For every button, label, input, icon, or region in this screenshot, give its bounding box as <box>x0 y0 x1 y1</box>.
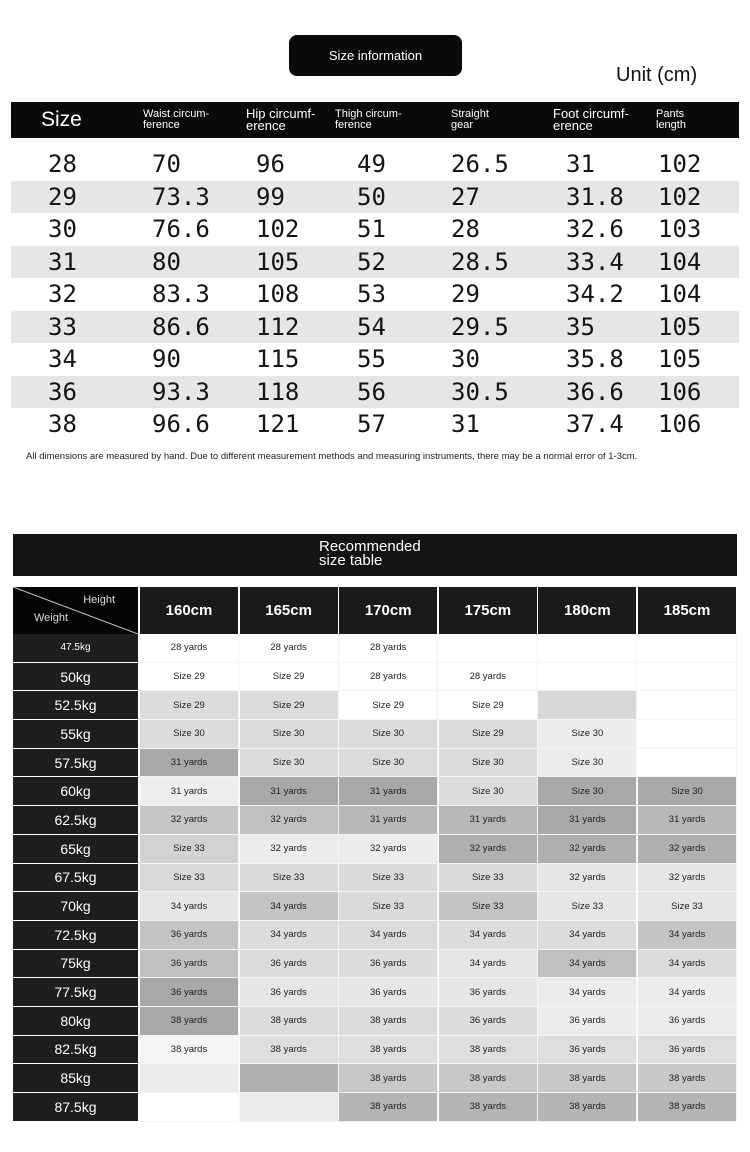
recommended-size-cell: 36 yards <box>439 978 538 1007</box>
col-header-thigh: Thigh circum- ference <box>335 108 402 131</box>
size-table <box>11 102 739 441</box>
size-cell: 115 <box>256 345 300 374</box>
recommended-size-cell: 36 yards <box>240 950 339 979</box>
recommended-row <box>13 1007 738 1036</box>
unit-label: Unit (cm) <box>616 64 698 86</box>
recommended-size-cell: 36 yards <box>638 1007 737 1036</box>
recommended-size-cell: 28 yards <box>339 634 438 663</box>
recommended-size-cell: 34 yards <box>240 892 339 921</box>
recommended-size-cell: 36 yards <box>140 921 239 950</box>
weight-cell: 80kg <box>13 1007 138 1035</box>
height-axis-label: Height <box>83 594 115 606</box>
weight-cell: 87.5kg <box>13 1093 138 1121</box>
size-cell: 105 <box>658 312 702 341</box>
col-header-hip: Hip circumf- erence <box>246 106 316 133</box>
weight-cell: 57.5kg <box>13 749 138 777</box>
recommended-size-cell: Size 30 <box>538 720 637 749</box>
recommended-size-cell: Size 33 <box>439 864 538 893</box>
size-cell: 27 <box>451 182 480 211</box>
recommended-size-cell: Size 33 <box>538 892 637 921</box>
recommended-size-cell <box>240 1093 339 1122</box>
recommended-size-cell: 38 yards <box>240 1036 339 1065</box>
recommended-size-cell: Size 30 <box>339 749 438 778</box>
size-cell: 106 <box>658 410 702 439</box>
recommended-size-cell: Size 29 <box>240 691 339 720</box>
recommended-size-cell: Size 30 <box>140 720 239 749</box>
recommended-size-cell: 32 yards <box>240 835 339 864</box>
size-cell: 56 <box>357 377 386 406</box>
size-cell: 80 <box>152 247 181 276</box>
recommended-size-cell: 28 yards <box>339 663 438 692</box>
size-cell: 93.3 <box>152 377 210 406</box>
recommended-size-cell: 38 yards <box>439 1036 538 1065</box>
height-header-cell: 170cm <box>339 587 437 634</box>
recommended-size-cell: 36 yards <box>638 1036 737 1065</box>
recommended-size-cell: 34 yards <box>240 921 339 950</box>
recommended-size-cell: Size 30 <box>439 749 538 778</box>
size-cell: 26.5 <box>451 150 509 179</box>
col-header-straight-gear: Straight gear <box>451 108 489 131</box>
recommended-size-cell: 38 yards <box>538 1064 637 1093</box>
size-row <box>11 376 739 409</box>
weight-cell: 67.5kg <box>13 864 138 892</box>
size-cell: 32 <box>48 280 77 309</box>
recommended-size-cell <box>638 720 737 749</box>
size-information-label: Size information <box>289 35 462 76</box>
size-cell: 38 <box>48 410 77 439</box>
weight-cell: 65kg <box>13 835 138 863</box>
size-cell: 30.5 <box>451 377 509 406</box>
size-cell: 28 <box>48 150 77 179</box>
recommended-size-cell: 32 yards <box>538 835 637 864</box>
recommended-size-cell: 34 yards <box>538 950 637 979</box>
measurement-note: All dimensions are measured by hand. Due to different measurement methods and measuring instruments, there may be a normal error of 1-3cm. <box>26 451 638 462</box>
weight-cell: 75kg <box>13 950 138 978</box>
size-row <box>11 246 739 279</box>
recommended-size-cell: 32 yards <box>140 806 239 835</box>
size-cell: 28.5 <box>451 247 509 276</box>
recommended-size-cell: 31 yards <box>140 777 239 806</box>
recommended-size-cell <box>240 1064 339 1093</box>
recommended-size-cell: 36 yards <box>240 978 339 1007</box>
recommended-size-cell: Size 33 <box>140 864 239 893</box>
recommended-size-cell: 36 yards <box>439 1007 538 1036</box>
recommended-row <box>13 663 738 692</box>
recommended-size-cell: Size 33 <box>638 892 737 921</box>
recommended-row <box>13 691 738 720</box>
size-cell: 31.8 <box>566 182 624 211</box>
recommended-size-cell: Size 29 <box>439 720 538 749</box>
size-cell: 73.3 <box>152 182 210 211</box>
col-header-foot: Foot circumf- erence <box>553 106 629 133</box>
weight-cell: 85kg <box>13 1064 138 1092</box>
recommended-size-cell: Size 33 <box>339 892 438 921</box>
size-cell: 102 <box>256 215 300 244</box>
recommended-size-cell: 32 yards <box>439 835 538 864</box>
recommended-table-body <box>13 634 738 1122</box>
recommended-row <box>13 1064 738 1093</box>
recommended-size-cell <box>638 634 737 663</box>
col-header-pants-length: Pants length <box>656 108 686 131</box>
recommended-size-cell: Size 33 <box>240 864 339 893</box>
size-cell: 37.4 <box>566 410 624 439</box>
height-weight-corner <box>13 587 138 634</box>
recommended-size-cell <box>140 1064 239 1093</box>
size-cell: 35.8 <box>566 345 624 374</box>
recommended-size-cell: 28 yards <box>240 634 339 663</box>
recommended-size-cell: 34 yards <box>439 921 538 950</box>
height-header-cell: 185cm <box>638 587 736 634</box>
recommended-size-cell: 34 yards <box>638 950 737 979</box>
recommended-size-cell: 34 yards <box>638 921 737 950</box>
size-cell: 105 <box>658 345 702 374</box>
size-cell: 36 <box>48 377 77 406</box>
size-cell: 31 <box>48 247 77 276</box>
recommended-size-cell: 32 yards <box>240 806 339 835</box>
recommended-row <box>13 892 738 921</box>
recommended-row <box>13 1036 738 1065</box>
size-cell: 108 <box>256 280 300 309</box>
size-cell: 83.3 <box>152 280 210 309</box>
recommended-size-cell: 34 yards <box>538 921 637 950</box>
size-cell: 52 <box>357 247 386 276</box>
height-header-cell: 160cm <box>140 587 238 634</box>
recommended-size-cell: 36 yards <box>140 950 239 979</box>
recommended-size-cell: 31 yards <box>240 777 339 806</box>
size-cell: 34.2 <box>566 280 624 309</box>
recommended-size-table <box>13 587 738 1122</box>
size-cell: 34 <box>48 345 77 374</box>
size-cell: 32.6 <box>566 215 624 244</box>
size-cell: 106 <box>658 377 702 406</box>
recommended-size-cell: 28 yards <box>140 634 239 663</box>
height-header-cell: 165cm <box>240 587 338 634</box>
weight-cell: 72.5kg <box>13 921 138 949</box>
size-cell: 31 <box>451 410 480 439</box>
diagonal-divider <box>13 587 138 634</box>
size-cell: 53 <box>357 280 386 309</box>
recommended-size-cell: 32 yards <box>538 864 637 893</box>
size-cell: 105 <box>256 247 300 276</box>
size-cell: 118 <box>256 377 300 406</box>
recommended-table-header <box>13 587 738 634</box>
size-cell: 112 <box>256 312 300 341</box>
size-cell: 90 <box>152 345 181 374</box>
size-row <box>11 343 739 376</box>
size-row <box>11 408 739 441</box>
recommended-size-cell: 38 yards <box>538 1093 637 1122</box>
recommended-size-cell: Size 29 <box>240 663 339 692</box>
recommended-row <box>13 634 738 663</box>
size-cell: 104 <box>658 247 702 276</box>
weight-cell: 52.5kg <box>13 691 138 719</box>
size-row <box>11 278 739 311</box>
size-cell: 102 <box>658 150 702 179</box>
recommended-size-cell: 31 yards <box>140 749 239 778</box>
recommended-size-cell: Size 30 <box>439 777 538 806</box>
recommended-row <box>13 864 738 893</box>
recommended-size-cell: 32 yards <box>339 835 438 864</box>
weight-axis-label: Weight <box>34 612 69 624</box>
size-cell: 57 <box>357 410 386 439</box>
recommended-size-cell: 38 yards <box>339 1093 438 1122</box>
size-cell: 50 <box>357 182 386 211</box>
recommended-size-cell: 36 yards <box>538 1007 637 1036</box>
col-header-waist: Waist circum- ference <box>143 108 210 131</box>
recommended-size-cell: Size 29 <box>140 663 239 692</box>
size-cell: 102 <box>658 182 702 211</box>
recommended-size-cell: 38 yards <box>240 1007 339 1036</box>
recommended-row <box>13 806 738 835</box>
recommended-size-cell <box>638 691 737 720</box>
recommended-size-cell: 34 yards <box>638 978 737 1007</box>
size-cell: 31 <box>566 150 595 179</box>
recommended-size-cell: Size 30 <box>538 777 637 806</box>
size-cell: 103 <box>658 215 702 244</box>
size-cell: 36.6 <box>566 377 624 406</box>
recommended-size-cell: 32 yards <box>638 835 737 864</box>
col-header-size: Size <box>41 108 82 131</box>
size-cell: 96.6 <box>152 410 210 439</box>
size-cell: 55 <box>357 345 386 374</box>
recommended-title-text: Recommended size table <box>319 538 421 569</box>
recommended-size-cell: 31 yards <box>439 806 538 835</box>
recommended-size-cell: 38 yards <box>638 1093 737 1122</box>
recommended-size-title <box>13 534 737 576</box>
size-row <box>11 148 739 181</box>
recommended-size-cell: Size 30 <box>240 720 339 749</box>
recommended-row <box>13 835 738 864</box>
recommended-size-cell: Size 30 <box>339 720 438 749</box>
weight-cell: 62.5kg <box>13 806 138 834</box>
size-cell: 54 <box>357 312 386 341</box>
size-cell: 30 <box>451 345 480 374</box>
weight-cell: 55kg <box>13 720 138 748</box>
recommended-size-cell: 28 yards <box>439 663 538 692</box>
weight-cell: 47.5kg <box>13 634 138 662</box>
recommended-size-cell <box>538 663 637 692</box>
size-table-body <box>11 148 739 441</box>
recommended-size-cell: 36 yards <box>538 1036 637 1065</box>
recommended-size-cell: 32 yards <box>638 864 737 893</box>
recommended-size-cell <box>638 749 737 778</box>
recommended-row <box>13 978 738 1007</box>
size-row <box>11 181 739 214</box>
recommended-row <box>13 777 738 806</box>
size-cell: 35 <box>566 312 595 341</box>
weight-cell: 50kg <box>13 663 138 691</box>
size-cell: 99 <box>256 182 285 211</box>
size-cell: 29 <box>48 182 77 211</box>
recommended-size-cell: 38 yards <box>339 1064 438 1093</box>
recommended-row <box>13 749 738 778</box>
recommended-size-cell: 31 yards <box>538 806 637 835</box>
recommended-row <box>13 921 738 950</box>
recommended-size-cell <box>140 1093 239 1122</box>
height-header-cell: 180cm <box>538 587 636 634</box>
size-cell: 86.6 <box>152 312 210 341</box>
recommended-size-cell <box>538 691 637 720</box>
recommended-size-cell: 38 yards <box>439 1064 538 1093</box>
size-cell: 51 <box>357 215 386 244</box>
recommended-size-cell: Size 33 <box>140 835 239 864</box>
height-header-cell: 175cm <box>439 587 537 634</box>
recommended-size-cell: 34 yards <box>538 978 637 1007</box>
recommended-size-cell: Size 33 <box>439 892 538 921</box>
size-cell: 30 <box>48 215 77 244</box>
recommended-size-cell: Size 30 <box>240 749 339 778</box>
recommended-row <box>13 1093 738 1122</box>
recommended-size-cell: 38 yards <box>140 1007 239 1036</box>
weight-cell: 82.5kg <box>13 1036 138 1064</box>
recommended-size-cell: 38 yards <box>439 1093 538 1122</box>
recommended-row <box>13 720 738 749</box>
size-cell: 96 <box>256 150 285 179</box>
size-cell: 104 <box>658 280 702 309</box>
recommended-size-cell: 38 yards <box>339 1007 438 1036</box>
size-cell: 33.4 <box>566 247 624 276</box>
size-cell: 28 <box>451 215 480 244</box>
weight-cell: 70kg <box>13 892 138 920</box>
recommended-size-cell: 36 yards <box>339 978 438 1007</box>
size-cell: 29.5 <box>451 312 509 341</box>
recommended-size-cell: Size 33 <box>339 864 438 893</box>
size-cell: 29 <box>451 280 480 309</box>
recommended-size-cell: 38 yards <box>140 1036 239 1065</box>
recommended-size-cell: 34 yards <box>439 950 538 979</box>
weight-cell: 77.5kg <box>13 978 138 1006</box>
size-table-header <box>11 102 739 138</box>
recommended-size-cell: 31 yards <box>339 777 438 806</box>
recommended-size-cell <box>638 663 737 692</box>
recommended-size-cell: 34 yards <box>140 892 239 921</box>
size-row <box>11 311 739 344</box>
recommended-size-cell <box>439 634 538 663</box>
recommended-size-cell: Size 30 <box>538 749 637 778</box>
recommended-size-cell: 36 yards <box>339 950 438 979</box>
recommended-size-cell: 38 yards <box>638 1064 737 1093</box>
size-row <box>11 213 739 246</box>
recommended-size-cell: 38 yards <box>339 1036 438 1065</box>
size-cell: 76.6 <box>152 215 210 244</box>
size-cell: 70 <box>152 150 181 179</box>
recommended-row <box>13 950 738 979</box>
recommended-size-cell: Size 29 <box>439 691 538 720</box>
recommended-size-cell: Size 29 <box>140 691 239 720</box>
recommended-size-cell: 31 yards <box>339 806 438 835</box>
recommended-size-cell <box>538 634 637 663</box>
recommended-size-cell: 31 yards <box>638 806 737 835</box>
recommended-size-cell: Size 29 <box>339 691 438 720</box>
recommended-size-cell: 36 yards <box>140 978 239 1007</box>
size-cell: 121 <box>256 410 300 439</box>
size-cell: 33 <box>48 312 77 341</box>
recommended-size-cell: Size 30 <box>638 777 737 806</box>
recommended-size-cell: 34 yards <box>339 921 438 950</box>
size-cell: 49 <box>357 150 386 179</box>
weight-cell: 60kg <box>13 777 138 805</box>
